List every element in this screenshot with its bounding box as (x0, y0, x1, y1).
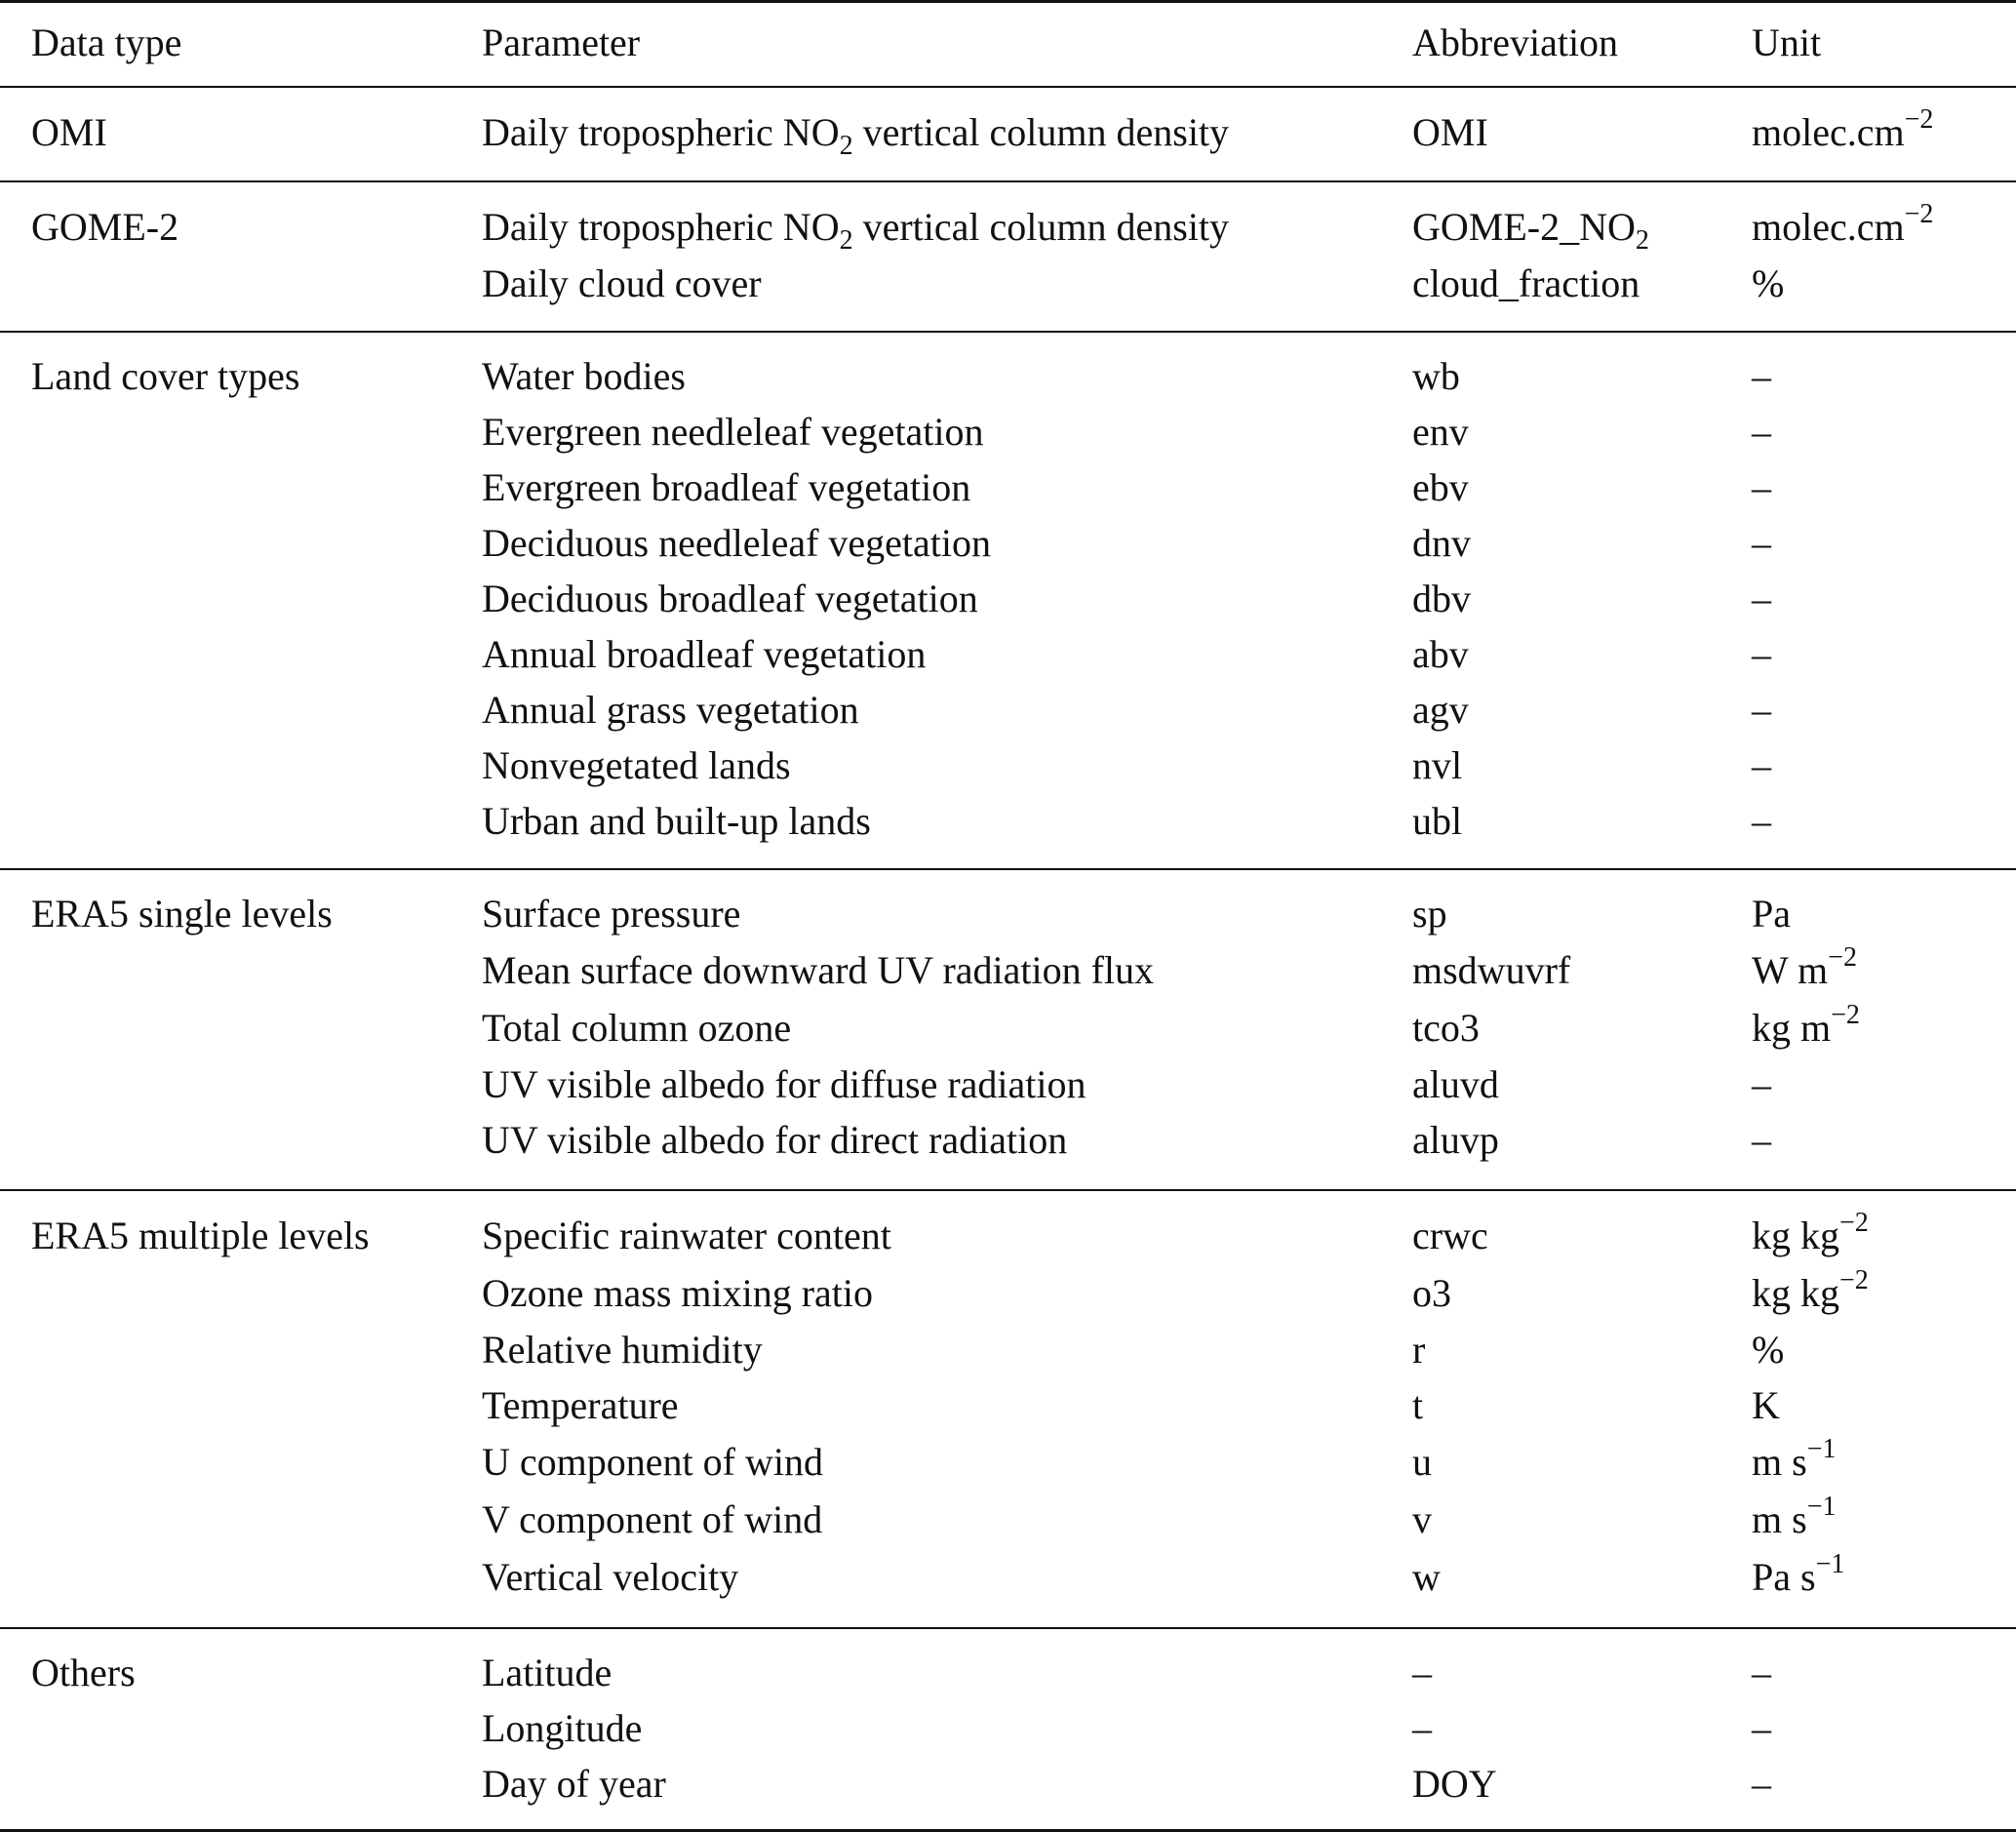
unit-cell (1752, 404, 2016, 459)
abbreviation-subscript: 2 (1635, 225, 1649, 256)
table-row (0, 1645, 2016, 1700)
abbreviation-text: cloud_fraction (1412, 261, 1640, 305)
unit-superscript: −1 (1806, 1434, 1837, 1464)
abbreviation-cell (1412, 999, 1752, 1056)
parameter-cell (482, 1645, 1412, 1700)
table-row (0, 1056, 2016, 1112)
unit-text: Pa s (1752, 1555, 1816, 1599)
unit-cell (1752, 348, 2016, 404)
unit-cell (1752, 1548, 2016, 1606)
unit-cell (1752, 793, 2016, 849)
unit-superscript: −2 (1828, 942, 1857, 973)
table-row (0, 626, 2016, 682)
parameter-cell (482, 737, 1412, 793)
unit-text: – (1752, 577, 1771, 620)
abbreviation-text: w (1412, 1555, 1441, 1599)
unit-cell (1752, 941, 2016, 999)
unit-cell (1752, 1112, 2016, 1168)
parameter-text: Day of year (482, 1762, 666, 1806)
parameter-cell (482, 256, 1412, 311)
table-body (0, 86, 2016, 1832)
unit-text: kg m (1752, 1006, 1832, 1050)
unit-superscript: −2 (1904, 199, 1934, 229)
unit-cell (1752, 1756, 2016, 1812)
unit-text: molec.cm (1752, 110, 1905, 154)
header-data-type: Data type (31, 20, 182, 64)
abbreviation-cell (1412, 682, 1752, 737)
abbreviation-text: u (1412, 1440, 1432, 1484)
table-row (0, 941, 2016, 999)
parameter-text: Ozone mass mixing ratio (482, 1271, 874, 1315)
unit-cell (1752, 1700, 2016, 1756)
data-type-cell: ERA5 single levels (31, 892, 333, 936)
unit-text: – (1752, 688, 1771, 732)
table-row (0, 793, 2016, 849)
unit-cell (1752, 459, 2016, 515)
abbreviation-cell (1412, 459, 1752, 515)
abbreviation-text: ebv (1412, 465, 1469, 509)
parameter-text: Relative humidity (482, 1328, 763, 1372)
unit-text: – (1752, 354, 1771, 398)
parameter-text: Vertical velocity (482, 1555, 739, 1599)
abbreviation-text: – (1412, 1651, 1432, 1694)
table-row (0, 886, 2016, 941)
abbreviation-text: sp (1412, 892, 1447, 936)
parameter-text: V component of wind (482, 1497, 823, 1541)
data-type-cell: Land cover types (31, 354, 300, 398)
abbreviation-cell (1412, 626, 1752, 682)
parameter-text: Daily cloud cover (482, 261, 762, 305)
parameter-cell (482, 941, 1412, 999)
abbreviation-cell (1412, 103, 1752, 161)
unit-text: – (1752, 1118, 1771, 1162)
parameter-subscript: 2 (839, 225, 853, 256)
abbreviation-cell (1412, 793, 1752, 849)
parameter-cell (482, 103, 1412, 161)
unit-superscript: −1 (1815, 1549, 1845, 1579)
unit-cell (1752, 571, 2016, 626)
parameter-cell (482, 404, 1412, 459)
table-row (0, 198, 2016, 256)
unit-text: % (1752, 261, 1785, 305)
abbreviation-cell (1412, 256, 1752, 311)
parameter-text: Daily tropospheric NO (482, 110, 840, 154)
abbreviation-text: dnv (1412, 521, 1471, 565)
abbreviation-cell (1412, 1645, 1752, 1700)
parameter-cell (482, 1264, 1412, 1322)
parameter-cell (482, 571, 1412, 626)
parameter-cell (482, 1207, 1412, 1264)
abbreviation-cell (1412, 515, 1752, 571)
parameter-text: Temperature (482, 1383, 679, 1427)
unit-text: K (1752, 1383, 1780, 1427)
abbreviation-text: msdwuvrf (1412, 948, 1571, 992)
unit-text: kg kg (1752, 1271, 1839, 1315)
unit-text: kg kg (1752, 1214, 1839, 1257)
abbreviation-cell (1412, 1264, 1752, 1322)
unit-cell (1752, 999, 2016, 1056)
abbreviation-cell (1412, 1056, 1752, 1112)
unit-cell (1752, 1491, 2016, 1548)
parameter-text: Specific rainwater content (482, 1214, 891, 1257)
table-group (0, 1629, 2016, 1829)
unit-cell (1752, 1207, 2016, 1264)
abbreviation-cell (1412, 737, 1752, 793)
parameter-text: UV visible albedo for diffuse radiation (482, 1062, 1087, 1106)
table-row (0, 1433, 2016, 1491)
abbreviation-text: r (1412, 1328, 1426, 1372)
unit-text: – (1752, 632, 1771, 676)
abbreviation-cell (1412, 1322, 1752, 1377)
abbreviation-text: ubl (1412, 799, 1463, 843)
abbreviation-cell (1412, 1112, 1752, 1168)
parameter-text: Water bodies (482, 354, 686, 398)
unit-superscript: −2 (1839, 1208, 1869, 1238)
unit-cell (1752, 737, 2016, 793)
header-unit: Unit (1752, 20, 1822, 64)
table-row (0, 515, 2016, 571)
abbreviation-text: env (1412, 410, 1469, 454)
abbreviation-text: aluvd (1412, 1062, 1499, 1106)
table-row (0, 1548, 2016, 1606)
unit-cell (1752, 198, 2016, 256)
parameter-text: Deciduous broadleaf vegetation (482, 577, 978, 620)
abbreviation-text: GOME-2_NO (1412, 205, 1636, 249)
abbreviation-text: nvl (1412, 743, 1463, 787)
table-row (0, 1322, 2016, 1377)
abbreviation-text: agv (1412, 688, 1469, 732)
parameter-cell (482, 348, 1412, 404)
table-group (0, 870, 2016, 1189)
parameter-text: Longitude (482, 1706, 643, 1750)
table-group (0, 333, 2016, 868)
table-group (0, 1191, 2016, 1627)
abbreviation-cell (1412, 1700, 1752, 1756)
parameter-text-tail: vertical column density (852, 205, 1230, 249)
abbreviation-text: DOY (1412, 1762, 1497, 1806)
unit-text: % (1752, 1328, 1785, 1372)
table-row (0, 682, 2016, 737)
parameter-cell (482, 886, 1412, 941)
parameter-cell (482, 1548, 1412, 1606)
abbreviation-cell (1412, 348, 1752, 404)
unit-text: m s (1752, 1440, 1807, 1484)
unit-text: m s (1752, 1497, 1807, 1541)
abbreviation-cell (1412, 198, 1752, 256)
parameter-text: Evergreen needleleaf vegetation (482, 410, 984, 454)
table-row (0, 1207, 2016, 1264)
table-group (0, 182, 2016, 331)
unit-text: – (1752, 521, 1771, 565)
parameter-cell (482, 1322, 1412, 1377)
abbreviation-cell (1412, 1548, 1752, 1606)
abbreviation-text: wb (1412, 354, 1460, 398)
table-group (0, 88, 2016, 180)
unit-cell (1752, 626, 2016, 682)
table-row (0, 348, 2016, 404)
unit-cell (1752, 1264, 2016, 1322)
table-row (0, 1491, 2016, 1548)
parameter-cell (482, 1433, 1412, 1491)
unit-superscript: −2 (1831, 1000, 1860, 1030)
abbreviation-cell (1412, 941, 1752, 999)
table-row (0, 103, 2016, 161)
parameter-text: Deciduous needleleaf vegetation (482, 521, 991, 565)
table-row (0, 404, 2016, 459)
table-row (0, 571, 2016, 626)
abbreviation-cell (1412, 1207, 1752, 1264)
unit-cell (1752, 1645, 2016, 1700)
parameter-text: Annual broadleaf vegetation (482, 632, 927, 676)
abbreviation-text: o3 (1412, 1271, 1451, 1315)
header-abbreviation: Abbreviation (1412, 20, 1619, 64)
parameter-cell (482, 1377, 1412, 1433)
unit-superscript: −2 (1839, 1265, 1869, 1295)
parameter-cell (482, 999, 1412, 1056)
parameter-text: Mean surface downward UV radiation flux (482, 948, 1155, 992)
abbreviation-text: dbv (1412, 577, 1471, 620)
parameter-text-tail: vertical column density (852, 110, 1230, 154)
table-row (0, 1377, 2016, 1433)
parameter-subscript: 2 (839, 131, 853, 161)
abbreviation-text: t (1412, 1383, 1424, 1427)
parameter-cell (482, 198, 1412, 256)
unit-cell (1752, 886, 2016, 941)
parameter-text: Annual grass vegetation (482, 688, 859, 732)
parameter-cell (482, 1056, 1412, 1112)
parameter-cell (482, 1700, 1412, 1756)
parameter-cell (482, 1491, 1412, 1548)
table-row (0, 1112, 2016, 1168)
parameter-text: Daily tropospheric NO (482, 205, 840, 249)
parameter-cell (482, 626, 1412, 682)
unit-text: – (1752, 465, 1771, 509)
table-row (0, 459, 2016, 515)
unit-text: W m (1752, 948, 1829, 992)
unit-cell (1752, 103, 2016, 161)
unit-text: – (1752, 410, 1771, 454)
abbreviation-text: – (1412, 1706, 1432, 1750)
unit-text: – (1752, 1651, 1771, 1694)
abbreviation-cell (1412, 1491, 1752, 1548)
abbreviation-cell (1412, 1433, 1752, 1491)
unit-cell (1752, 1433, 2016, 1491)
parameter-text: Evergreen broadleaf vegetation (482, 465, 971, 509)
unit-cell (1752, 1377, 2016, 1433)
header-parameter: Parameter (482, 20, 641, 64)
unit-cell (1752, 1322, 2016, 1377)
data-type-cell: Others (31, 1651, 136, 1694)
parameter-text: Surface pressure (482, 892, 741, 936)
parameter-cell (482, 793, 1412, 849)
abbreviation-text: v (1412, 1497, 1432, 1541)
unit-text: – (1752, 799, 1771, 843)
unit-cell (1752, 1056, 2016, 1112)
table-row (0, 256, 2016, 311)
abbreviation-text: OMI (1412, 110, 1488, 154)
unit-superscript: −1 (1806, 1492, 1837, 1522)
header-row (0, 3, 2016, 86)
table-row (0, 737, 2016, 793)
unit-superscript: −2 (1904, 104, 1934, 135)
unit-cell (1752, 256, 2016, 311)
unit-text: – (1752, 1762, 1771, 1806)
abbreviation-cell (1412, 886, 1752, 941)
parameter-text: UV visible albedo for direct radiation (482, 1118, 1068, 1162)
unit-text: – (1752, 1706, 1771, 1750)
abbreviation-cell (1412, 1756, 1752, 1812)
parameter-cell (482, 515, 1412, 571)
parameter-cell (482, 1112, 1412, 1168)
parameter-text: Latitude (482, 1651, 613, 1694)
table-row (0, 1264, 2016, 1322)
unit-text: Pa (1752, 892, 1791, 936)
unit-text: – (1752, 743, 1771, 787)
abbreviation-text: tco3 (1412, 1006, 1480, 1050)
abbreviation-text: crwc (1412, 1214, 1488, 1257)
parameter-text: Total column ozone (482, 1006, 792, 1050)
unit-text: molec.cm (1752, 205, 1905, 249)
abbreviation-text: aluvp (1412, 1118, 1499, 1162)
parameter-cell (482, 682, 1412, 737)
table-row (0, 1756, 2016, 1812)
parameter-cell (482, 1756, 1412, 1812)
parameter-text: Nonvegetated lands (482, 743, 791, 787)
abbreviation-cell (1412, 1377, 1752, 1433)
table-row (0, 999, 2016, 1056)
abbreviation-cell (1412, 404, 1752, 459)
parameter-cell (482, 459, 1412, 515)
unit-cell (1752, 682, 2016, 737)
data-type-cell: GOME-2 (31, 205, 179, 249)
parameter-text: Urban and built-up lands (482, 799, 871, 843)
unit-text: – (1752, 1062, 1771, 1106)
data-type-cell: OMI (31, 110, 107, 154)
abbreviation-text: abv (1412, 632, 1469, 676)
parameter-text: U component of wind (482, 1440, 823, 1484)
unit-cell (1752, 515, 2016, 571)
data-type-cell: ERA5 multiple levels (31, 1214, 370, 1257)
abbreviation-cell (1412, 571, 1752, 626)
table-row (0, 1700, 2016, 1756)
